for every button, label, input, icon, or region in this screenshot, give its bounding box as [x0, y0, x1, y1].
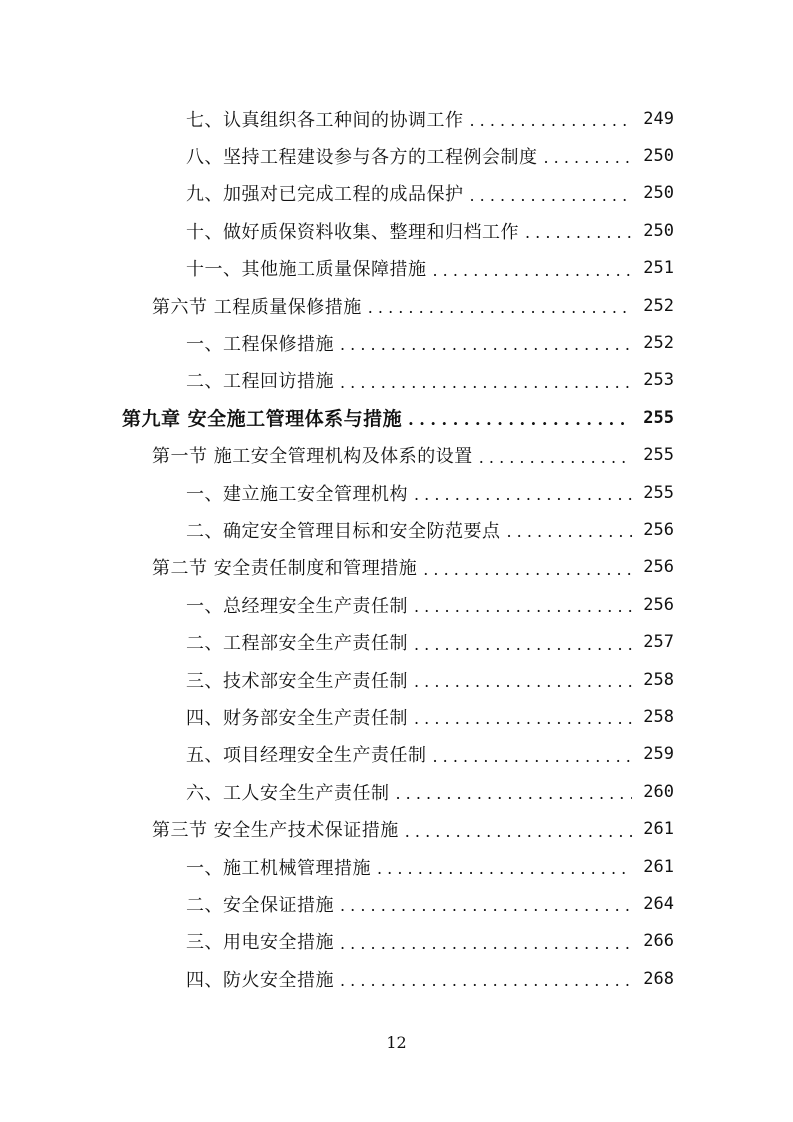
- toc-entry-title: 五、项目经理安全生产责任制: [186, 745, 427, 767]
- toc-leader-dots: [396, 784, 633, 803]
- toc-leader-dots: [377, 859, 632, 878]
- toc-entry-title: 四、财务部安全生产责任制: [186, 707, 408, 729]
- toc-entry-title: 四、防火安全措施: [186, 969, 334, 991]
- toc-entry[interactable]: [186, 137, 674, 174]
- toc-entry-page: 255: [643, 407, 674, 428]
- toc-entry-page: 257: [643, 632, 674, 653]
- toc-entry-title: 七、认真组织各工种间的协调工作: [186, 109, 464, 131]
- toc-entry[interactable]: [186, 736, 674, 773]
- toc-entry[interactable]: [186, 848, 674, 885]
- toc-entry-page: 256: [643, 519, 674, 540]
- toc-leader-dots: [433, 747, 633, 766]
- toc-leader-dots: [525, 223, 632, 242]
- toc-entry-title: 第二节 安全责任制度和管理措施: [152, 558, 418, 580]
- toc-leader-dots: [414, 485, 632, 504]
- toc-entry-page: 250: [643, 145, 674, 166]
- toc-entry-title: 一、建立施工安全管理机构: [186, 483, 408, 505]
- toc-entry[interactable]: [152, 287, 674, 324]
- toc-leader-dots: [507, 522, 633, 541]
- toc-entry-title: 六、工人安全生产责任制: [186, 782, 390, 804]
- toc-entry-page: 258: [643, 706, 674, 727]
- toc-entry-title: 十一、其他施工质量保障措施: [186, 259, 427, 281]
- toc-entry[interactable]: [186, 923, 674, 960]
- toc-leader-dots: [544, 148, 633, 167]
- toc-leader-dots: [470, 111, 633, 130]
- toc-entry-page: 256: [643, 557, 674, 578]
- toc-entry[interactable]: [186, 885, 674, 922]
- toc-leader-dots: [340, 335, 632, 354]
- toc-entry-title: 一、工程保修措施: [186, 333, 334, 355]
- toc-leader-dots: [414, 635, 632, 654]
- toc-leader-dots: [340, 373, 632, 392]
- toc-leader-dots: [368, 298, 632, 317]
- toc-entry-page: 259: [643, 744, 674, 765]
- toc-leader-dots: [479, 448, 632, 467]
- toc-entry-title: 第六节 工程质量保修措施: [152, 296, 362, 318]
- toc-entry[interactable]: [186, 773, 674, 810]
- page-number: 12: [386, 1033, 407, 1052]
- toc-entry[interactable]: [186, 212, 674, 249]
- toc-entry-title: 一、总经理安全生产责任制: [186, 595, 408, 617]
- toc-leader-dots: [414, 672, 632, 691]
- toc-entry-title: 第三节 安全生产技术保证措施: [152, 820, 399, 842]
- toc-leader-dots: [414, 597, 632, 616]
- toc-entry[interactable]: [186, 661, 674, 698]
- toc-leader-dots: [340, 934, 632, 953]
- toc-entry-page: 250: [643, 220, 674, 241]
- toc-entry-page: 251: [643, 258, 674, 279]
- toc-entry-title: 三、技术部安全生产责任制: [186, 670, 408, 692]
- toc-entry-page: 249: [643, 108, 674, 129]
- toc-entry-page: 255: [643, 482, 674, 503]
- toc-entry-title: 九、加强对已完成工程的成品保护: [186, 184, 464, 206]
- toc-entry[interactable]: [186, 362, 674, 399]
- toc-entry[interactable]: [186, 250, 674, 287]
- toc-leader-dots: [433, 261, 633, 280]
- toc-entry-title: 第一节 施工安全管理机构及体系的设置: [152, 446, 473, 468]
- toc-entry[interactable]: [186, 960, 674, 997]
- toc-entry-page: 255: [643, 445, 674, 466]
- toc-entry[interactable]: [186, 624, 674, 661]
- toc-entry[interactable]: [186, 324, 674, 361]
- toc-entry-title: 二、工程回访措施: [186, 371, 334, 393]
- toc-entry-title: 三、用电安全措施: [186, 932, 334, 954]
- toc-entry[interactable]: [186, 586, 674, 623]
- toc-entry-page: 260: [643, 781, 674, 802]
- toc-entry-title: 二、工程部安全生产责任制: [186, 633, 408, 655]
- toc-entry-page: 253: [643, 370, 674, 391]
- toc-leader-dots: [340, 971, 632, 990]
- toc-entry-page: 258: [643, 669, 674, 690]
- toc-entry-page: 261: [643, 819, 674, 840]
- toc-leader-dots: [423, 560, 632, 579]
- toc-entry[interactable]: [152, 811, 674, 848]
- toc-entry[interactable]: [186, 474, 674, 511]
- toc-entry-page: 252: [643, 295, 674, 316]
- toc-leader-dots: [405, 822, 632, 841]
- toc-entry[interactable]: [186, 100, 674, 137]
- toc-entry-page: 268: [643, 968, 674, 989]
- toc-entry-page: 252: [643, 332, 674, 353]
- toc-entry[interactable]: [186, 511, 674, 548]
- toc-entry-page: 264: [643, 893, 674, 914]
- toc-entry[interactable]: [152, 549, 674, 586]
- toc-entry-title: 二、确定安全管理目标和安全防范要点: [186, 520, 501, 542]
- toc-leader-dots: [408, 410, 632, 429]
- toc-entry-page: 250: [643, 183, 674, 204]
- toc-leader-dots: [470, 186, 633, 205]
- toc-leader-dots: [414, 709, 632, 728]
- toc-leader-dots: [340, 896, 632, 915]
- toc-entry-title: 第九章 安全施工管理体系与措施: [122, 408, 403, 431]
- toc-entry-title: 八、坚持工程建设参与各方的工程例会制度: [186, 146, 538, 168]
- toc-entry-title: 一、施工机械管理措施: [186, 857, 371, 879]
- toc-entry[interactable]: [152, 437, 674, 474]
- toc-entry-page: 266: [643, 931, 674, 952]
- toc-entry-title: 十、做好质保资料收集、整理和归档工作: [186, 221, 519, 243]
- toc-entry[interactable]: [186, 175, 674, 212]
- toc-entry-page: 256: [643, 594, 674, 615]
- toc-entry-page: 261: [643, 856, 674, 877]
- toc-entry[interactable]: [186, 698, 674, 735]
- toc-entry-title: 二、安全保证措施: [186, 894, 334, 916]
- toc-entry[interactable]: [122, 399, 674, 436]
